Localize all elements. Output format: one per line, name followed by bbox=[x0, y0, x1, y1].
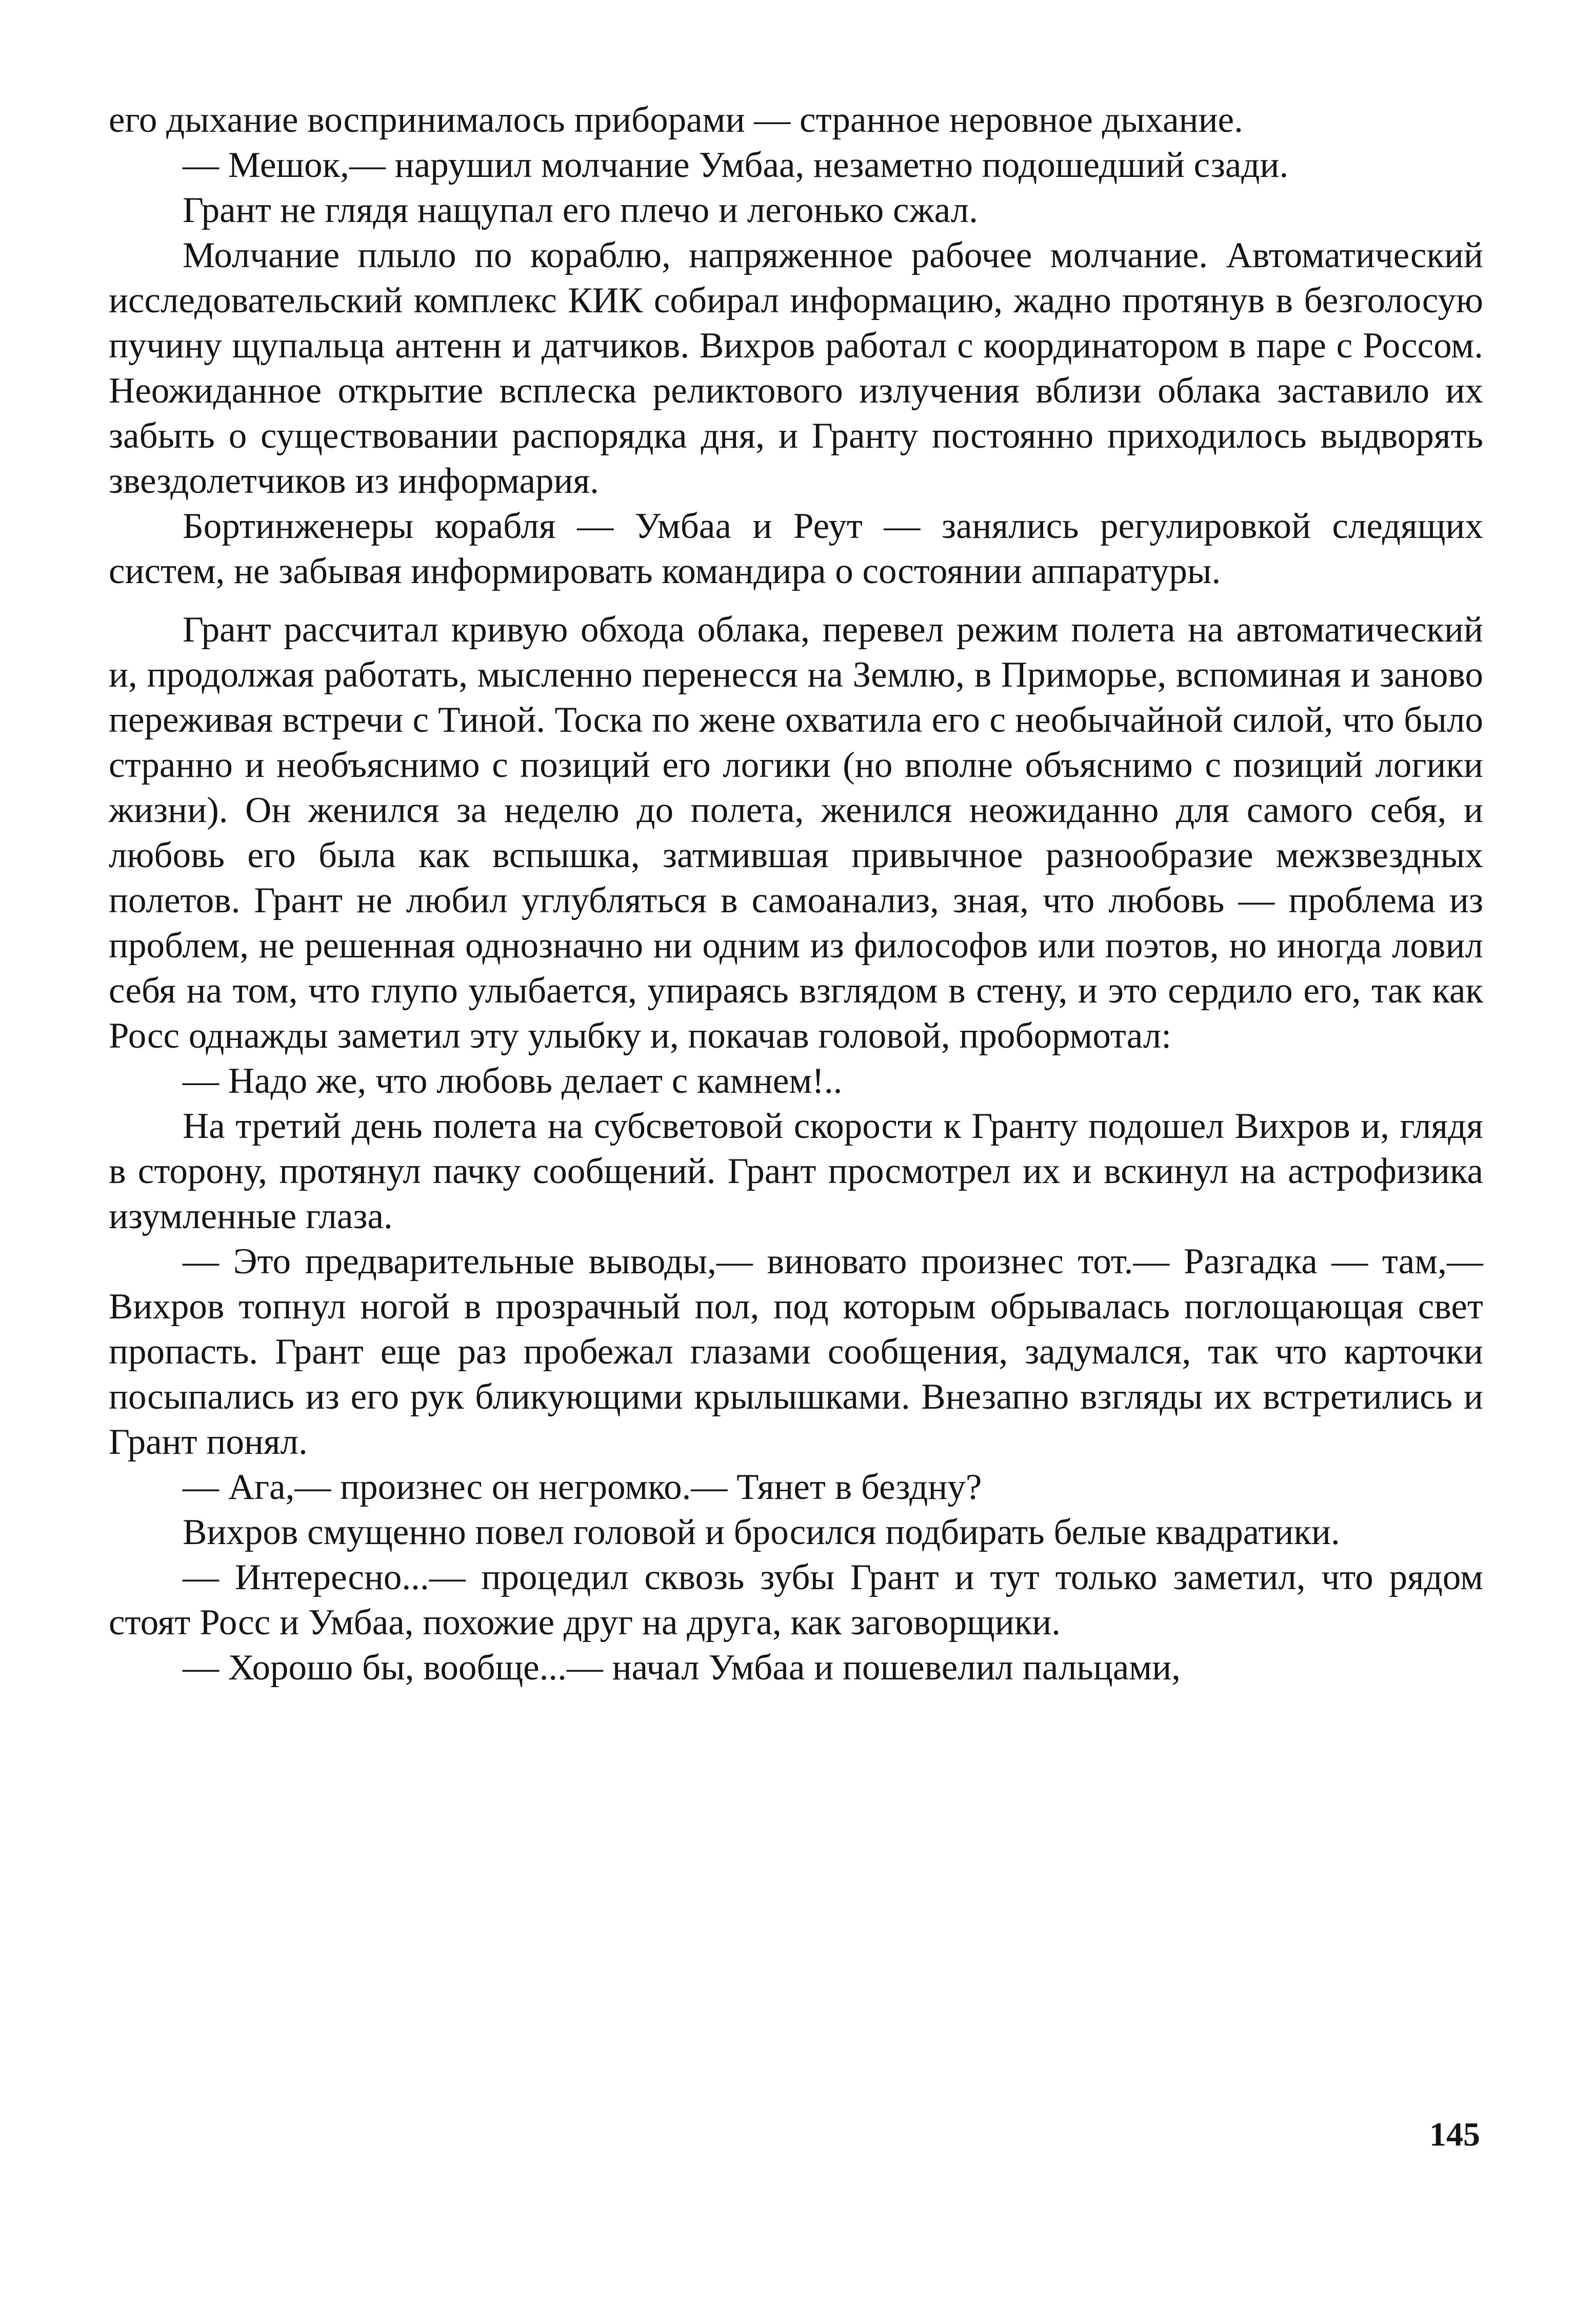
paragraph-1: его дыхание воспринималось приборами — странное неровное дыхание. bbox=[109, 100, 1243, 140]
paragraph-9: — Это предварительные выводы,— виновато произнес тот.— Разгадка — там,— Вихров топнул ногой в прозрачный пол, под которым обрывалась поглощающая свет пропасть. Грант еще раз пробежал глазами сообщения, задумался, так что карточки посыпались из его рук бликующими крылышками. Внезапно взгляды их встретились и Грант понял. bbox=[109, 1241, 1483, 1462]
paragraph-13: — Хорошо бы, вообще...— начал Умбаа и пошевелил пальцами, bbox=[183, 1648, 1181, 1688]
paragraph-5: Бортинженеры корабля — Умбаа и Реут — занялись регулировкой следящих систем, не забывая информировать командира о состоянии аппаратуры. bbox=[109, 506, 1483, 591]
body-text bbox=[109, 97, 1483, 1690]
paragraph-6: Грант рассчитал кривую обхода облака, перевел режим полета на автоматический и, продолжая работать, мысленно перенесся на Землю, в Приморье, вспоминая и заново переживая встречи с Тиной. Тоска по жене охватила его с необычайной силой, что было странно и необъяснимо с позиций его логики (но вполне объяснимо с позиций логики жизни). Он женился за неделю до полета, женился неожиданно для самого себя, и любовь его была как вспышка, затмившая привычное разнообразие межзвездных полетов. Грант не любил углубляться в самоанализ, зная, что любовь — проблема из проблем, не решенная однозначно ни одним из философов или поэтов, но иногда ловил себя на том, что глупо улыбается, упираясь взглядом в стену, и это сердило его, так как Росс однажды заметил эту улыбку и, покачав головой, пробормотал: bbox=[109, 610, 1483, 1056]
paragraph-11: Вихров смущенно повел головой и бросился подбирать белые квадратики. bbox=[183, 1512, 1340, 1552]
paragraph-10: — Ага,— произнес он негромко.— Тянет в бездну? bbox=[183, 1467, 982, 1507]
paragraph-12: — Интересно...— процедил сквозь зубы Грант и тут только заметил, что рядом стоят Росс и Умбаа, похожие друг на друга, как заговорщики. bbox=[109, 1557, 1483, 1643]
paragraph-4: Молчание плыло по кораблю, напряженное рабочее молчание. Автоматический исследовательский комплекс КИК собирал информацию, жадно протянув в безголосую пучину щупальца антенн и датчиков. Вихров работал с координатором в паре с Россом. Неожиданное открытие всплеска реликтового излучения вблизи облака заставило их забыть о существовании распорядка дня, и Гранту постоянно приходилось выдворять звездолетчиков из информария. bbox=[109, 235, 1483, 501]
paragraph-3: Грант не глядя нащупал его плечо и легонько сжал. bbox=[183, 190, 978, 230]
paragraph-2: — Мешок,— нарушил молчание Умбаа, незаметно подошедший сзади. bbox=[183, 145, 1289, 185]
page-number: 145 bbox=[1429, 2116, 1480, 2153]
paragraph-7: — Надо же, что любовь делает с камнем!.. bbox=[183, 1061, 843, 1101]
paragraph-8: На третий день полета на субсветовой скорости к Гранту подошел Вихров и, глядя в сторону, протянул пачку сообщений. Грант просмотрел их и вскинул на астрофизика изумленные глаза. bbox=[109, 1106, 1483, 1236]
